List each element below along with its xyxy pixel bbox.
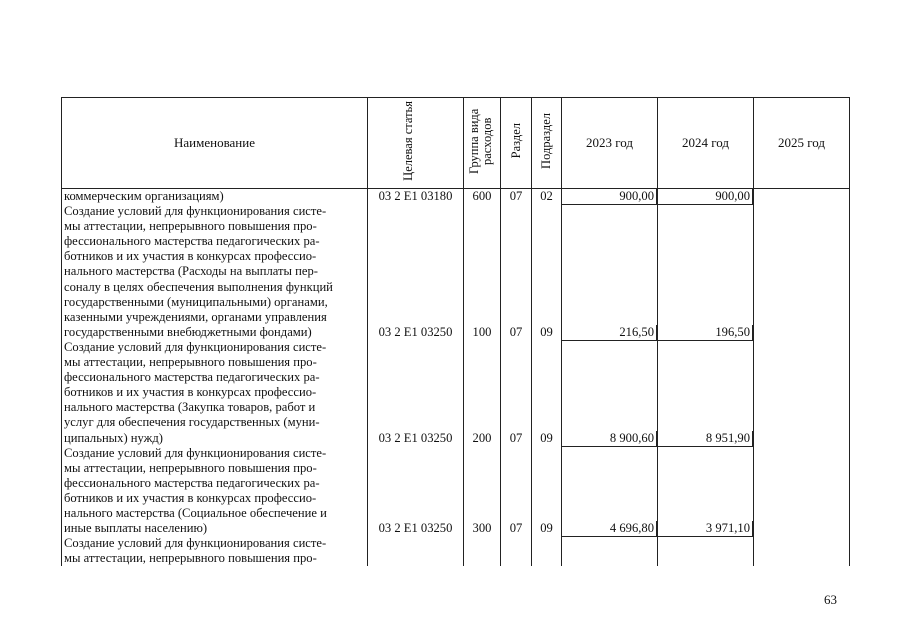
row-group-3: 200 [472,430,492,445]
row-section-3: 07 [509,430,523,445]
row-2024-4: 3 971,10 [658,521,753,537]
row-code-3: 03 2 E1 03250 [378,430,453,445]
header-2025: 2025 год [754,98,850,189]
row-section-1: 07 [509,189,523,203]
row-section-4: 07 [509,521,523,536]
header-2024: 2024 год [658,98,754,189]
row-2023-3: 8 900,60 [562,431,657,447]
row-subsection-2: 09 [540,324,553,339]
row-name-3: Создание условий для функционирования систе- мы аттестации, непрерывного повышения про- фессионального мастерства педагогических ра- ботников и их участия в конкурсах профессио- нального мастерства (Закупка товаров, работ и услуг для обеспечения государственных (муни- ципальных) нужд) [64,339,327,445]
row-2023-2: 216,50 [562,325,657,341]
table-header-row [62,98,850,189]
row-code-2: 03 2 E1 03250 [378,324,453,339]
row-code-1: 03 2 E1 03180 [378,189,453,203]
header-target-article: Целевая статья [368,98,464,189]
row-name-2: Создание условий для функционирования систе- мы аттестации, непрерывного повышения про- фессионального мастерства педагогических ра- ботников и их участия в конкурсах профессио- нального мастерства (Расходы на выплаты пер- соналу в целях обеспечения выполнения функций государственными (муниципальными) органами, казенными учреждениями, органами управления государственными внебюджетными фондами) [64,204,333,339]
row-name-1: коммерческим организациям) [64,189,224,203]
row-name-5: Создание условий для функционирования систе- мы аттестации, непрерывного повышения про- [64,536,327,566]
table-body-row [62,189,850,567]
subsection-column [532,189,562,567]
header-subsection: Подраздел [532,98,562,189]
page-number: 63 [824,592,837,607]
row-subsection-4: 09 [540,521,553,536]
row-2023-1: 900,00 [562,189,657,205]
row-group-1: 600 [472,189,492,203]
row-code-4: 03 2 E1 03250 [378,521,453,536]
row-name-4: Создание условий для функционирования систе- мы аттестации, непрерывного повышения про- фессионального мастерства педагогических ра- ботников и их участия в конкурсах профессио- нального мастерства (Социальное обеспечение и иные выплаты населению) [64,445,327,536]
code-column [368,189,464,567]
group-column [464,189,501,567]
header-expense-group: Группа вида расходов [464,98,501,189]
row-2023-4: 4 696,80 [562,521,657,537]
row-2025-1 [754,189,849,204]
name-column [62,189,368,567]
row-subsection-1: 02 [540,189,553,203]
header-name: Наименование [62,98,368,189]
header-2023: 2023 год [562,98,658,189]
row-subsection-3: 09 [540,430,553,445]
row-section-2: 07 [509,324,523,339]
section-column [501,189,532,567]
year-2023-column [562,189,658,567]
row-2024-3: 8 951,90 [658,431,753,447]
year-2025-column [754,189,850,567]
row-group-4: 300 [472,521,492,536]
year-2024-column [658,189,754,567]
header-section: Раздел [501,98,532,189]
row-group-2: 100 [472,324,492,339]
budget-table [61,97,850,566]
row-2024-1: 900,00 [658,189,753,205]
row-2024-2: 196,50 [658,325,753,341]
